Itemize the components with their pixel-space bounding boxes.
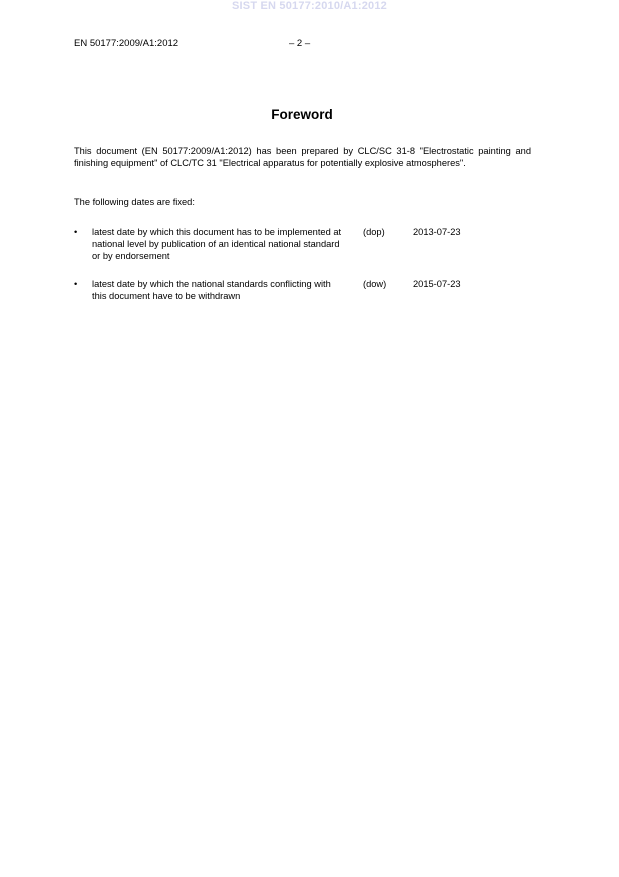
date-item-date: 2015-07-23 xyxy=(413,279,461,289)
date-item-text: latest date by which this document has to be implemented at national level by publication of an identical national standard or by endorsement xyxy=(92,227,342,261)
bullet-icon: • xyxy=(74,227,78,237)
intro-paragraph: This document (EN 50177:2009/A1:2012) has been prepared by CLC/SC 31-8 "Electrostatic painting and finishing equipment" of CLC/TC 31 "Electrical apparatus for potentially explosive atmospheres". xyxy=(74,146,531,168)
date-item-abbreviation: (dop) xyxy=(363,227,385,237)
page-number: – 2 – xyxy=(289,38,311,49)
watermark: SIST EN 50177:2010/A1:2012 xyxy=(231,0,388,12)
bullet-icon: • xyxy=(74,279,78,289)
fixed-dates-intro: The following dates are fixed: xyxy=(74,197,195,207)
date-item-text: latest date by which the national standards conflicting with this document have to be withdrawn xyxy=(92,279,331,301)
document-code: EN 50177:2009/A1:2012 xyxy=(74,38,179,49)
date-item-abbreviation: (dow) xyxy=(363,279,387,289)
foreword-heading: Foreword xyxy=(271,107,333,122)
date-item-date: 2013-07-23 xyxy=(413,227,461,237)
